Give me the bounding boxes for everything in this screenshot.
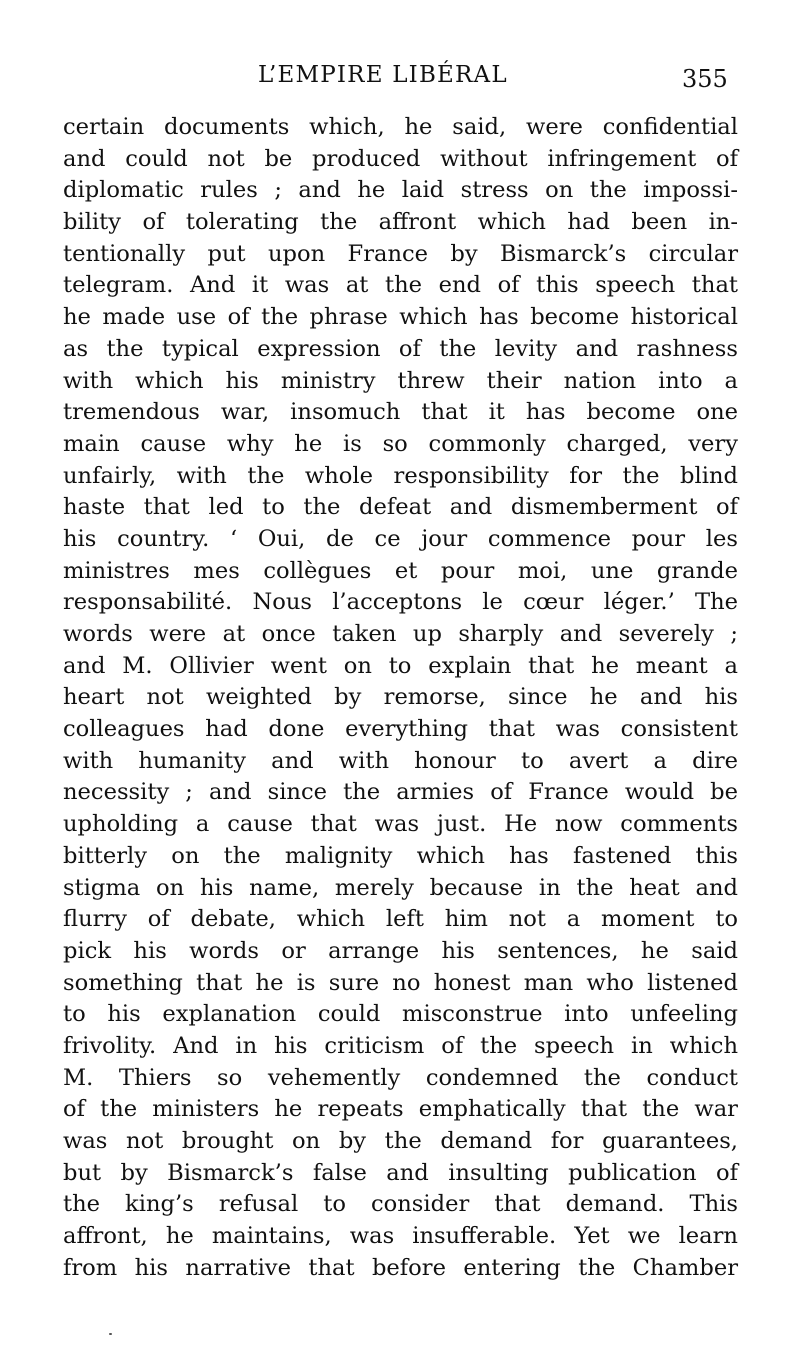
text-line: tremendous war, insomuch that it has become one <box>63 399 738 426</box>
running-title: L’EMPIRE LIBÉRAL <box>258 62 508 88</box>
text-line: responsabilité. Nous l’acceptons le cœur léger.’ The <box>63 589 738 616</box>
text-line: unfairly, with the whole responsibility for the blind <box>63 462 738 489</box>
text-line: affront, he maintains, was insufferable. Yet we learn <box>63 1223 738 1250</box>
text-line: words were at once taken up sharply and severely ; <box>63 621 738 647</box>
text-line: of the ministers he repeats emphatically that the war <box>63 1096 738 1123</box>
running-head <box>0 57 800 93</box>
text-line: his country. ‘ Oui, de ce jour commence pour les <box>63 525 738 552</box>
text-line: necessity ; and since the armies of France would be <box>63 779 738 806</box>
text-line: something that he is sure no honest man who listened <box>63 969 738 996</box>
text-line: and could not be produced without infringement of <box>63 145 738 172</box>
text-line: diplomatic rules ; and he laid stress on the impossi- <box>63 177 738 204</box>
text-line: bitterly on the malignity which has fastened this <box>63 842 738 869</box>
text-line: certain documents which, he said, were confidential <box>63 114 738 140</box>
text-line: stigma on his name, merely because in the heat and <box>63 874 738 901</box>
text-line: with which his ministry threw their nation into a <box>63 367 738 394</box>
print-speck <box>109 1333 112 1335</box>
text-line: and M. Ollivier went on to explain that he meant a <box>63 652 738 679</box>
text-line: frivolity. And in his criticism of the speech in which <box>63 1032 738 1059</box>
text-line: but by Bismarck’s false and insulting publication of <box>63 1159 738 1186</box>
text-line: the king’s refusal to consider that demand. This <box>63 1191 738 1218</box>
text-line: tentionally put upon France by Bismarck’s circular <box>63 240 738 267</box>
text-line: M. Thiers so vehemently condemned the conduct <box>63 1064 738 1091</box>
text-line: as the typical expression of the levity and rashness <box>63 335 738 362</box>
text-line: ministres mes collègues et pour moi, une grande <box>63 557 738 584</box>
text-line: with humanity and with honour to avert a dire <box>63 747 738 774</box>
text-line: telegram. And it was at the end of this speech that <box>63 272 738 299</box>
text-line: he made use of the phrase which has become historical <box>63 304 738 331</box>
text-line: pick his words or arrange his sentences, he said <box>63 937 738 964</box>
text-line: main cause why he is so commonly charged, very <box>63 430 738 457</box>
text-line: haste that led to the defeat and dismemberment of <box>63 494 738 521</box>
text-line: colleagues had done everything that was consistent <box>63 716 738 743</box>
text-line: from his narrative that before entering the Chamber <box>63 1254 738 1281</box>
text-line: to his explanation could misconstrue into unfeeling <box>63 1001 738 1028</box>
text-line: flurry of debate, which left him not a moment to <box>63 906 738 933</box>
text-line: upholding a cause that was just. He now comments <box>63 811 738 838</box>
page-number: 355 <box>682 65 728 93</box>
text-line: was not brought on by the demand for guarantees, <box>63 1128 738 1154</box>
body-text <box>63 112 738 1284</box>
text-line: bility of tolerating the affront which had been in- <box>63 209 738 236</box>
text-line: heart not weighted by remorse, since he and his <box>63 684 738 711</box>
